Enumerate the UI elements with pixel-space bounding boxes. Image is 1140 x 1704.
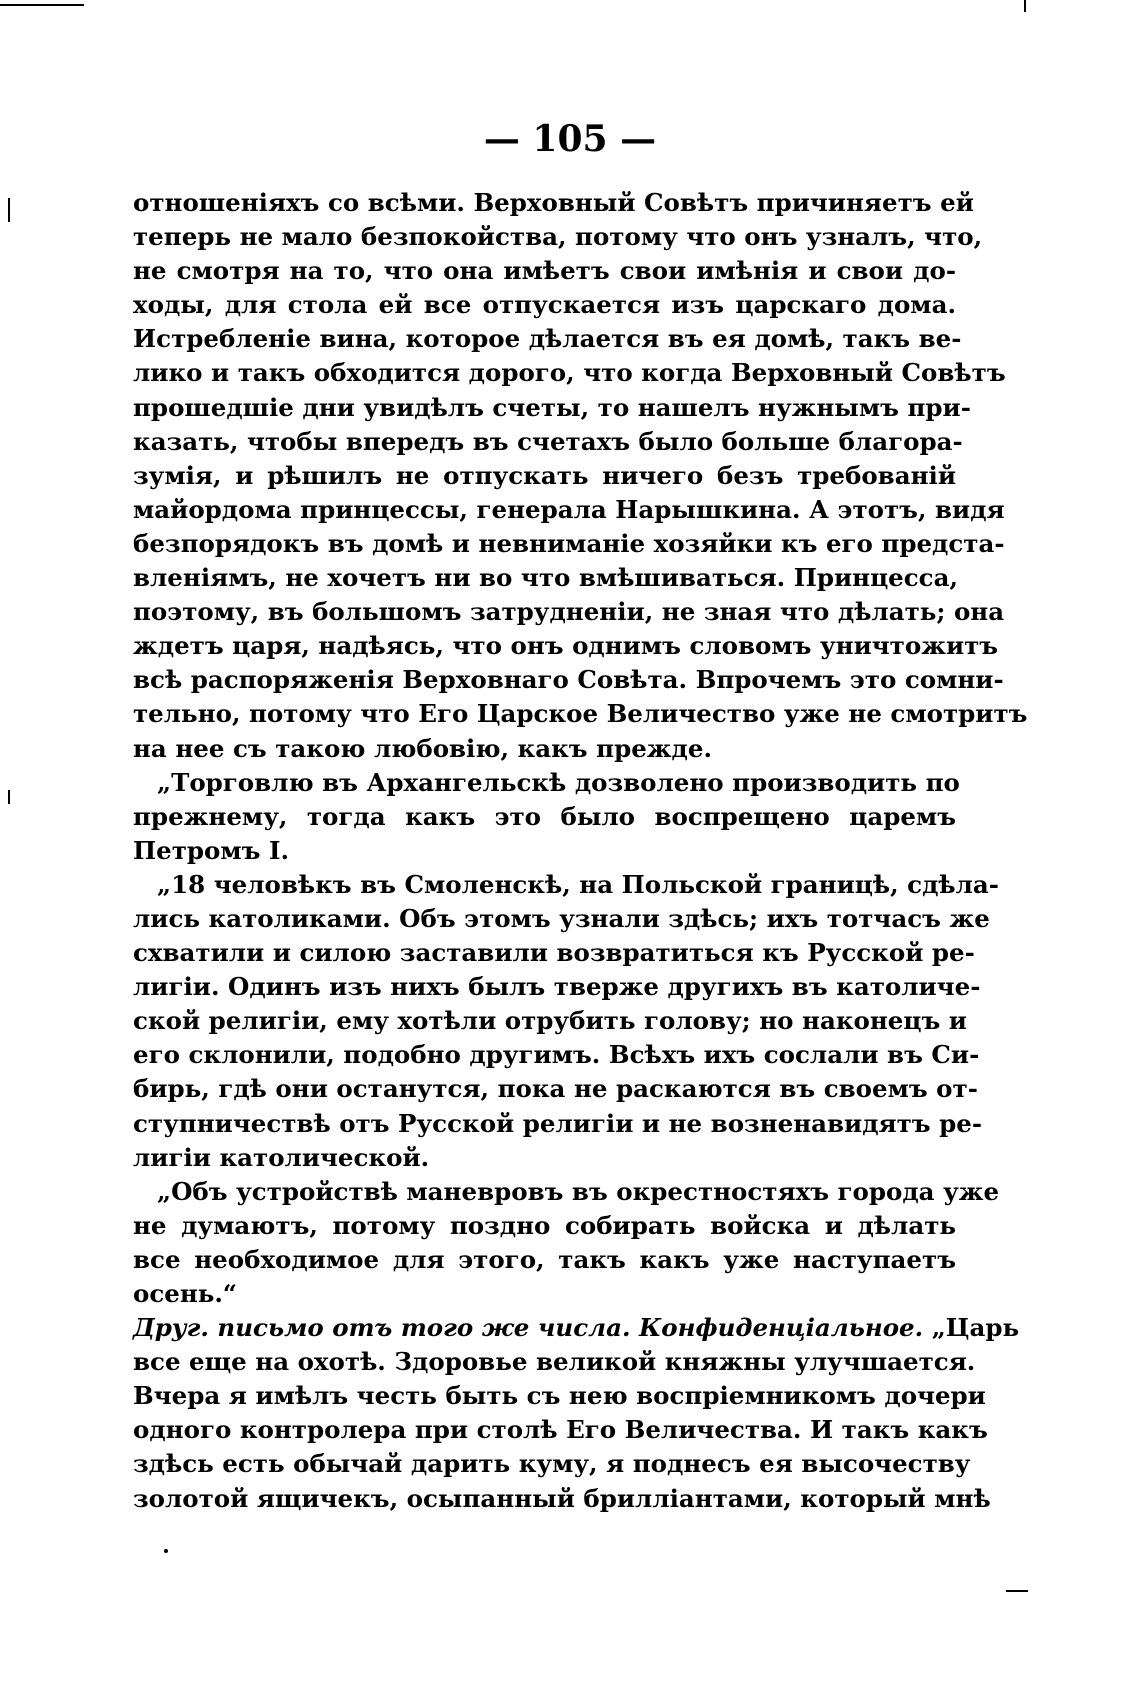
text-line: бирь, гдѣ они останутся, пока не раскаются въ своемъ от- (133, 1074, 978, 1104)
text-line: не думаютъ, потому поздно собирать войска и дѣлать (133, 1210, 956, 1240)
text-line: одного контролера при столѣ Его Величества. И такъ какъ (133, 1415, 988, 1445)
text-line: ской религіи, ему хотѣли отрубить голову; но наконецъ и (133, 1006, 967, 1036)
text-line: Истребленіе вина, которое дѣлается въ ея домѣ, такъ ве- (133, 324, 962, 354)
text-line: „Объ устройствѣ маневровъ въ окрестностяхъ города уже (157, 1176, 1000, 1206)
text-line: лико и такъ обходится дорого, что когда Верховный Совѣтъ (133, 358, 1006, 388)
text-line: все необходимое для этого, такъ какъ уже наступаетъ (133, 1244, 956, 1274)
text-line: тельно, потому что Его Царское Величество уже не смотритъ (133, 699, 1028, 729)
text-line: поэтому, въ большомъ затрудненіи, не зная что дѣлать; она (133, 597, 1005, 627)
text-line: осень.“ (133, 1279, 238, 1308)
text-line: лигіи. Одинъ изъ нихъ былъ тверже другихъ въ католиче- (133, 972, 981, 1002)
text-line: „18 человѣкъ въ Смоленскѣ, на Польской границѣ, сдѣла- (157, 869, 999, 899)
text-line: казать, чтобы впередъ въ счетахъ было больше благора- (133, 426, 963, 456)
text-line: зумія, и рѣшилъ не отпускать ничего безъ требованій (133, 460, 956, 490)
scan-edge-mark (1006, 1590, 1028, 1592)
text-line: вленіямъ, не хочетъ ни во что вмѣшиваться. Принцесса, (133, 563, 959, 593)
page-number: — 105 — (483, 118, 657, 160)
letter-heading: Друг. письмо отъ того же числа. Конфиденціальное. (133, 1313, 924, 1343)
text-line: лигіи католической. (133, 1142, 430, 1172)
scan-edge-mark (8, 790, 10, 804)
text-line: на нее съ такою любовію, какъ прежде. (133, 733, 712, 763)
scan-edge-mark (8, 198, 10, 222)
text-line: ходы, для стола ей все отпускается изъ царскаго дома. (133, 290, 956, 320)
text-line: ждетъ царя, надѣясь, что онъ однимъ словомъ уничтожитъ (133, 631, 999, 661)
text-line: отношеніяхъ со всѣми. Верховный Совѣтъ причиняетъ ей (133, 188, 974, 217)
text-line: лись католиками. Объ этомъ узнали здѣсь; ихъ тотчасъ же (133, 903, 990, 933)
scan-speck (164, 1549, 168, 1553)
text-line: „Торговлю въ Архангельскѣ дозволено производить по (157, 767, 960, 797)
text-line: Петромъ I. (133, 835, 289, 865)
text-line: здѣсь есть обычай дарить куму, я поднесъ ея высочеству (133, 1449, 971, 1479)
text-line: Вчера я имѣлъ честь быть съ нею воспріемникомъ дочери (133, 1381, 986, 1411)
text-line: не смотря на то, что она имѣетъ свои имѣнія и свои до- (133, 256, 956, 286)
text-line: его склонили, подобно другимъ. Всѣхъ ихъ сослали въ Си- (133, 1040, 980, 1070)
body-text (133, 186, 1028, 1516)
scan-edge-mark (0, 4, 84, 6)
letter-opening: „Царь (931, 1313, 1020, 1343)
letter-heading-line (133, 1311, 1020, 1345)
text-line: прежнему, тогда какъ это было воспрещено царемъ (133, 801, 956, 831)
text-line: безпорядокъ въ домѣ и невниманіе хозяйки къ его предста- (133, 528, 1005, 558)
text-line: всѣ распоряженія Верховнаго Совѣта. Впрочемъ это сомни- (133, 665, 1004, 695)
text-line: майордома принцессы, генерала Нарышкина. А этотъ, видя (133, 494, 1005, 524)
text-line: все еще на охотѣ. Здоровье великой княжны улучшается. (133, 1347, 976, 1377)
text-line: прошедшіе дни увидѣлъ счеты, то нашелъ нужнымъ при- (133, 392, 971, 422)
text-line: схватили и силою заставили возвратиться къ Русской ре- (133, 938, 975, 968)
text-line: ступничествѣ отъ Русской религіи и не возненавидятъ ре- (133, 1108, 983, 1138)
scan-edge-mark (1024, 0, 1026, 12)
text-line: золотой ящичекъ, осыпанный брилліантами, который мнѣ (133, 1483, 991, 1513)
text-line: теперь не мало безпокойства, потому что онъ узналъ, что, (133, 222, 983, 252)
